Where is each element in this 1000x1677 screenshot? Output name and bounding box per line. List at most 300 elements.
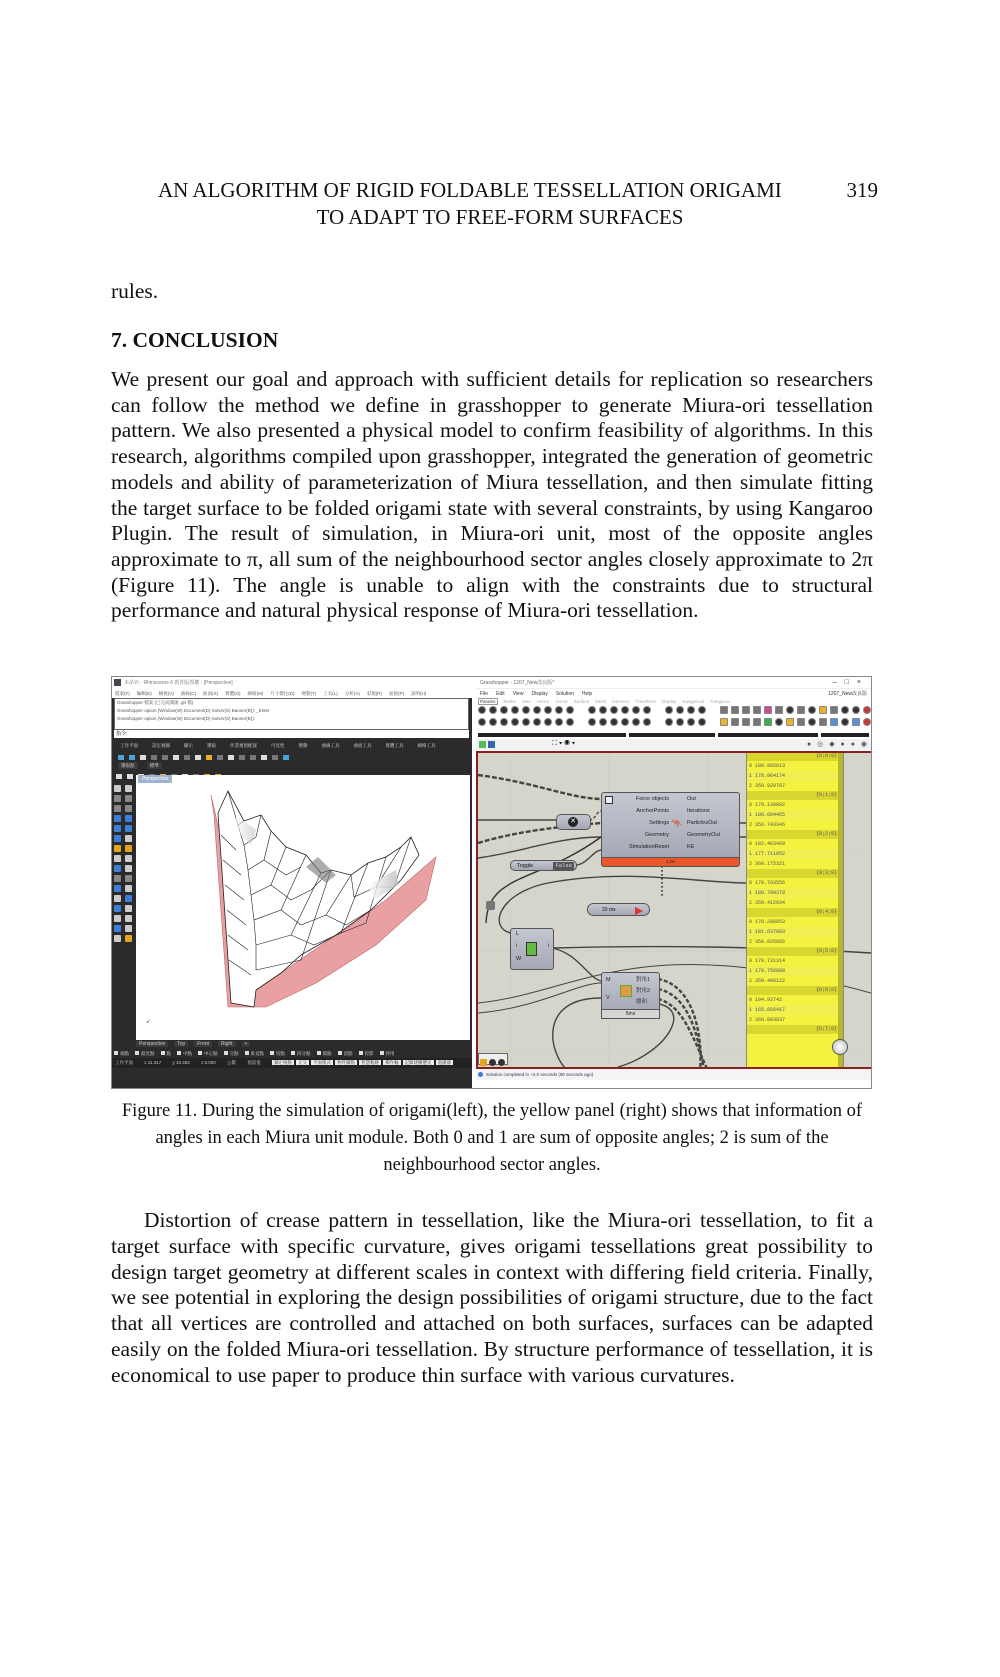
rhino-title-bar	[112, 677, 472, 689]
scribble-icon[interactable]	[486, 901, 495, 910]
output-param[interactable]: 對角1	[636, 977, 651, 983]
component-icon[interactable]	[830, 718, 838, 726]
component-icon[interactable]	[808, 718, 816, 726]
osnap-checkbox[interactable]: 節點	[317, 1051, 332, 1056]
tool-icon[interactable]	[125, 835, 132, 842]
component-icon[interactable]	[764, 706, 772, 714]
toolbar-tab[interactable]: 曲面工具	[353, 743, 372, 748]
osnap-checkbox[interactable]: 點	[161, 1051, 172, 1056]
component-icon[interactable]	[555, 706, 563, 714]
toolbar-tab[interactable]: 可見性	[271, 743, 285, 748]
component-icon[interactable]	[687, 706, 695, 714]
preview-icons[interactable]: ● ◎ ◆ ● ● ◉	[806, 741, 869, 748]
tool-icon[interactable]	[184, 755, 190, 760]
canvas-corner-widget[interactable]	[478, 1053, 508, 1065]
panel-value-row: 0 179.731314	[749, 958, 786, 964]
running-header-line1	[158, 178, 878, 203]
tool-icon[interactable]	[114, 795, 121, 802]
expand-icon[interactable]	[605, 796, 613, 804]
status-toggle[interactable]: 鎖定格點	[274, 1060, 293, 1065]
command-history-line: Grasshopper option (Window(W) Document(D) Solver(S) Banner(B)):	[117, 716, 256, 721]
component-icon[interactable]	[588, 718, 596, 726]
status-toggle[interactable]: 平面模式	[313, 1060, 332, 1065]
osnap-checkbox[interactable]: 停用	[380, 1051, 395, 1056]
toolbar-tab[interactable]: 網格工具	[417, 743, 436, 748]
paragraph: Distortion of crease pattern in tessellation, like the Miura-ori tessellation, to fit a target surface with specific curvature, gives origami tessellations great possibility to design target geometry at different scales in context with differing field criteria. Finally, we see potential in exploring the design possibilities of origami structure, due to the fact that all vertices are controlled and attached on both surfaces, surfaces can be adapted easily on the folded Miura-ori tessellation. By structure performance of tessellation, it is economical to use paper to produce thin surface with various curvatures.	[111, 1208, 873, 1387]
running-header-line2: TO ADAPT TO FREE-FORM SURFACES	[316, 205, 684, 229]
output-param[interactable]: 對角2	[636, 988, 651, 994]
component-tab[interactable]: Maths	[503, 699, 516, 704]
input-param[interactable]: M	[606, 977, 611, 983]
component-icon[interactable]	[610, 718, 618, 726]
status-layer[interactable]: 預設值	[247, 1060, 261, 1065]
menu-item[interactable]: Display	[531, 691, 548, 697]
component-icon[interactable]	[764, 718, 772, 726]
paragraph: We present our goal and approach with sufficient details for replication so researchers can follow the method we define in grasshopper to generate Miura-ori tessellation pattern. We also presented a physical model to confirm feasibility of algorithms. In this research, algorithms compiled upon grasshopper, integrated the generation of geometric models and ability of parameterization of Miura tessellation, and then simulate fitting the target surface to be folded origami state with several constraints, by using Kangaroo Plugin. The result of simulation, in Miura-ori unit, most of the opposite angles approximate to π, all sum of the neighbourhood sector angles closely approximate to 2π (Figure 11). The angle is unable to align with the constraints due to structural performance and natural physical response of Miura-ori tessellation.	[111, 367, 873, 623]
page-number: 319	[846, 178, 878, 202]
component-icon[interactable]	[753, 706, 761, 714]
component-icon[interactable]	[533, 706, 541, 714]
component-icon[interactable]	[643, 718, 651, 726]
angle-values-panel[interactable]	[746, 751, 844, 1069]
component-icon[interactable]	[665, 718, 673, 726]
component-icon[interactable]	[489, 718, 497, 726]
panel-branch-path: {0;6;0}	[747, 986, 843, 995]
component-icon[interactable]	[478, 706, 486, 714]
tool-icon[interactable]	[217, 755, 223, 760]
component-icon[interactable]	[731, 718, 739, 726]
component-tab[interactable]: Sets	[521, 699, 531, 704]
viewport-tab[interactable]: +	[242, 1041, 251, 1047]
menu-item[interactable]: 面板(P)	[389, 691, 404, 696]
component-icon[interactable]	[478, 718, 486, 726]
input-param[interactable]: Geometry	[644, 832, 669, 838]
canvas-toolbar	[476, 739, 872, 750]
panel-value-row: 0 178.703556	[749, 880, 786, 886]
palette-group-bar	[718, 733, 818, 737]
component-icon[interactable]	[599, 718, 607, 726]
component-icon[interactable]	[731, 706, 739, 714]
tool-icon[interactable]	[114, 935, 121, 942]
panel-value-row: 2 360.893837	[749, 1017, 786, 1023]
timer-interval: 20 ms	[602, 907, 616, 913]
component-icon[interactable]	[742, 706, 750, 714]
component-icon[interactable]	[863, 706, 871, 714]
input-param[interactable]: AnchorPoints	[636, 808, 669, 814]
component-icon[interactable]	[566, 718, 574, 726]
document-name[interactable]: 1207_New改良版	[828, 691, 867, 697]
angle-script-component[interactable]	[601, 972, 660, 1017]
panel-value-row: 1 180.709378	[747, 888, 843, 898]
component-icon[interactable]	[819, 718, 827, 726]
component-tab[interactable]: Params	[480, 699, 496, 704]
menu-item[interactable]: 檔案(F)	[115, 691, 130, 696]
input-param[interactable]: Settings	[649, 820, 669, 826]
panel-value-row: 2 359.925056	[749, 939, 786, 945]
menu-item[interactable]: 變動(T)	[301, 691, 317, 696]
tool-icon[interactable]	[116, 774, 122, 779]
tool-icon[interactable]	[125, 795, 132, 802]
maximize-button[interactable]: □	[844, 679, 857, 686]
menu-item[interactable]: 曲線(C)	[180, 691, 196, 696]
panel-value-row: 2 359.743346	[749, 822, 786, 828]
close-x-icon: ✕	[568, 817, 578, 827]
tool-icon[interactable]	[114, 815, 121, 822]
component-tab[interactable]: Kangaroo	[710, 699, 731, 704]
viewport-tab[interactable]: Front	[194, 1041, 212, 1047]
panel-value-row: 1 178.964174	[747, 771, 843, 781]
component-icon[interactable]	[830, 706, 838, 714]
tool-icon[interactable]	[261, 755, 267, 760]
component-tab[interactable]: Display	[661, 699, 677, 704]
tool-icon[interactable]	[250, 755, 256, 760]
tab-osnap[interactable]: 選取點	[118, 762, 138, 769]
menu-item[interactable]: 分析(A)	[344, 691, 360, 696]
menu-item[interactable]: Help	[581, 691, 593, 697]
component-tab[interactable]: Kangaroo2	[682, 699, 705, 704]
remove-relay-node[interactable]	[556, 814, 591, 830]
component-icon[interactable]	[698, 706, 706, 714]
tool-icon[interactable]	[125, 885, 132, 892]
component-icon[interactable]	[511, 718, 519, 726]
panel-branch-path: {0;4;0}	[747, 908, 843, 917]
panel-value-row: 2 359.929787	[749, 783, 786, 789]
input-param[interactable]: L	[516, 931, 520, 937]
panel-branch-path: {0;7;0}	[747, 1025, 843, 1034]
status-toggle[interactable]: 記錄建構歷史	[404, 1060, 432, 1065]
save-file-icon[interactable]	[488, 741, 495, 748]
menu-item[interactable]: 網格(M)	[247, 691, 264, 696]
input-param[interactable]: Force objects	[635, 796, 669, 802]
output-param[interactable]: GeometryOut	[687, 832, 721, 838]
menu-item[interactable]: Solution	[555, 691, 574, 697]
menu-item[interactable]: View	[512, 691, 524, 697]
panel-value-row: 1 179.756808	[747, 966, 843, 976]
tool-icon[interactable]	[125, 855, 132, 862]
viewport-tab[interactable]: Top	[174, 1041, 188, 1047]
timer-component[interactable]	[587, 903, 650, 916]
menu-item[interactable]: 尺寸標注(D)	[270, 691, 295, 696]
menu-item[interactable]: 檢視(V)	[158, 691, 174, 696]
component-icon[interactable]	[797, 706, 805, 714]
status-z: z 0.000	[201, 1060, 216, 1065]
component-icon[interactable]	[632, 718, 640, 726]
tool-icon[interactable]	[272, 755, 278, 760]
output-param[interactable]: i	[547, 943, 549, 949]
viewport-tabs	[136, 1040, 256, 1048]
component-icon[interactable]	[489, 706, 497, 714]
tool-icon[interactable]	[125, 925, 132, 932]
tool-icon[interactable]	[118, 755, 124, 760]
component-icon[interactable]	[500, 706, 508, 714]
component-icon[interactable]	[676, 706, 684, 714]
palette-group-bar	[821, 733, 869, 737]
rhino-command-history	[114, 698, 469, 730]
osnap-checkbox[interactable]: 最近點	[135, 1051, 155, 1056]
component-tab[interactable]: Intersect	[612, 699, 630, 704]
output-param[interactable]: KE	[687, 844, 695, 850]
component-tab[interactable]: Surface	[573, 699, 590, 704]
osnap-checkbox[interactable]: 端點	[114, 1051, 129, 1056]
menu-item[interactable]: 編輯(E)	[136, 691, 152, 696]
viewport-tab[interactable]: Right	[218, 1041, 236, 1047]
component-icon[interactable]	[610, 706, 618, 714]
tool-icon[interactable]	[173, 755, 179, 760]
panel-value-row: 1 177.711852	[747, 849, 843, 859]
panel-value-row: 1 165.956417	[747, 1005, 843, 1015]
menu-item[interactable]: 實體(O)	[225, 691, 241, 696]
tool-icon[interactable]	[114, 915, 121, 922]
osnap-checkbox[interactable]: 中點	[177, 1051, 192, 1056]
menu-item[interactable]: 工具(L)	[323, 691, 338, 696]
osnap-checkbox[interactable]: 投影	[359, 1051, 374, 1056]
component-icon[interactable]	[544, 718, 552, 726]
tool-icon[interactable]	[125, 865, 132, 872]
status-units: 公釐	[227, 1060, 237, 1065]
component-icon[interactable]	[665, 706, 673, 714]
menu-item[interactable]: File	[480, 691, 489, 697]
toggle-value[interactable]: False	[555, 862, 572, 869]
menu-item[interactable]: 彩現(R)	[366, 691, 382, 696]
open-file-icon[interactable]	[479, 741, 486, 748]
osnap-bar	[114, 1049, 469, 1058]
rhino-title: 未命名 - Rhinoceros 6 教育版授權 - [Perspective]	[124, 680, 233, 686]
output-param[interactable]: Out	[687, 796, 696, 802]
tool-icon[interactable]	[283, 755, 289, 760]
carryover-text: rules.	[111, 279, 159, 303]
component-icon[interactable]	[621, 706, 629, 714]
component-tab[interactable]: Vector	[536, 699, 550, 704]
tool-icon[interactable]	[114, 845, 121, 852]
component-runtime: 1.0s	[601, 857, 740, 867]
axis-gizmo: ↙	[146, 1019, 152, 1025]
component-icon[interactable]	[852, 706, 860, 714]
rhino-app-icon	[114, 679, 121, 686]
tool-icon[interactable]	[228, 755, 234, 760]
tool-icon[interactable]	[125, 895, 132, 902]
command-history-line: Grasshopper option (Window(W) Document(D) Solver(S) Banner(B)): _Enter	[117, 708, 270, 713]
minimize-button[interactable]: –	[832, 679, 845, 686]
osnap-checkbox[interactable]: 交點	[224, 1051, 239, 1056]
osnap-checkbox[interactable]: 切點	[270, 1051, 285, 1056]
tool-icon[interactable]	[206, 755, 212, 760]
menu-item[interactable]: Edit	[496, 691, 505, 697]
component-icon[interactable]	[819, 706, 827, 714]
tool-icon[interactable]	[114, 805, 121, 812]
tool-icon[interactable]	[127, 774, 133, 779]
window-controls	[833, 677, 869, 689]
input-param[interactable]: i	[516, 943, 518, 949]
palette-spacer	[654, 706, 662, 714]
component-icon[interactable]	[566, 706, 574, 714]
tool-icon[interactable]	[125, 915, 132, 922]
origami-model	[136, 775, 470, 1040]
component-icon[interactable]	[500, 718, 508, 726]
osnap-checkbox[interactable]: 四分點	[291, 1051, 311, 1056]
grasshopper-title: Grasshopper - 1207_New改良版*	[480, 680, 555, 686]
component-icon[interactable]	[852, 718, 860, 726]
tab-standard[interactable]: 標準	[147, 762, 162, 769]
panel-branch-path: {0;2;0}	[747, 830, 843, 839]
tool-icon[interactable]	[114, 825, 121, 832]
tool-icon[interactable]	[114, 895, 121, 902]
toolbar-tab[interactable]: 設定視圖	[152, 743, 170, 748]
grasshopper-status-bar: Solution completed in ~2.0 seconds (90 seconds ago)	[476, 1069, 872, 1080]
component-icon[interactable]	[511, 706, 519, 714]
viewport-tab[interactable]: Perspective	[136, 1041, 168, 1047]
rhino-command-input[interactable]: 指令:	[114, 730, 469, 738]
toolbar-tab[interactable]: 作業視窗配置	[230, 743, 257, 748]
toolbar-tab[interactable]: 選取	[207, 743, 216, 748]
osnap-checkbox[interactable]: 垂直點	[245, 1051, 265, 1056]
component-tab[interactable]: Transform	[635, 699, 656, 704]
tool-icon[interactable]	[125, 875, 132, 882]
tool-icon[interactable]	[151, 755, 157, 760]
grasshopper-menu-bar	[480, 690, 600, 698]
palette-spacer	[709, 706, 717, 714]
tool-icon[interactable]	[162, 755, 168, 760]
component-icon[interactable]	[775, 706, 783, 714]
status-toggle[interactable]: 操作軸	[385, 1060, 399, 1065]
toolbar-tab[interactable]: 變動	[298, 743, 308, 748]
toggle-label: Toggle	[517, 863, 534, 869]
component-icon[interactable]	[522, 706, 530, 714]
component-icon[interactable]	[797, 718, 805, 726]
tool-icon[interactable]	[239, 755, 245, 760]
status-cplane[interactable]: 工作平面	[115, 1060, 133, 1065]
rhino-viewport-perspective[interactable]	[136, 775, 470, 1040]
palette-spacer	[709, 718, 717, 726]
input-param[interactable]: V	[606, 995, 610, 1001]
tool-icon[interactable]	[125, 815, 132, 822]
component-icon[interactable]	[841, 718, 849, 726]
component-icon[interactable]	[720, 706, 728, 714]
rhino-toolbar-tabs	[112, 741, 472, 751]
panel-value-row: 2 359.412934	[749, 900, 786, 906]
tool-icon[interactable]	[125, 905, 132, 912]
kangaroo-physics-component[interactable]	[601, 792, 740, 864]
component-icon[interactable]	[676, 718, 684, 726]
menu-item[interactable]: 說明(H)	[411, 691, 427, 696]
component-icon[interactable]	[720, 718, 728, 726]
panel-scrollbar[interactable]	[838, 752, 843, 1069]
component-icon[interactable]	[786, 706, 794, 714]
zoom-extents-icon[interactable]: ⛶ ▾ ◉ ▾	[552, 740, 576, 747]
component-icon[interactable]	[621, 718, 629, 726]
menu-item[interactable]: 曲面(S)	[203, 691, 218, 696]
input-param[interactable]: W	[516, 956, 522, 962]
component-icon[interactable]	[808, 706, 816, 714]
component-icon[interactable]	[775, 718, 783, 726]
status-toggle[interactable]: 物件鎖點	[337, 1060, 356, 1065]
grasshopper-title-bar	[476, 677, 872, 689]
rhino-status-bar	[112, 1058, 472, 1068]
component-icon[interactable]	[555, 718, 563, 726]
timer-arrow-icon	[635, 907, 643, 915]
status-y: y 10.453	[172, 1060, 190, 1065]
component-icon[interactable]	[687, 718, 695, 726]
rhino-toolbar	[118, 752, 458, 762]
palette-spacer	[654, 718, 662, 726]
panel-value-row: 0 182.463469	[749, 841, 786, 847]
component-icon[interactable]	[786, 718, 794, 726]
tool-icon[interactable]	[114, 855, 121, 862]
list-item-component[interactable]	[510, 928, 554, 970]
output-param[interactable]: 總和	[636, 999, 648, 1005]
tool-icon[interactable]	[140, 755, 146, 760]
component-tab[interactable]: Mesh	[595, 699, 607, 704]
tool-icon[interactable]	[114, 785, 121, 792]
toolbar-tab[interactable]: 實體工具	[385, 743, 404, 748]
osnap-checkbox[interactable]: 中心點	[198, 1051, 218, 1056]
close-button[interactable]: ×	[856, 679, 869, 686]
component-icon[interactable]	[544, 706, 552, 714]
tool-icon[interactable]	[125, 845, 132, 852]
component-icon[interactable]	[698, 718, 706, 726]
tool-icon[interactable]	[129, 755, 135, 760]
kangaroo-icon: 🦘	[671, 818, 683, 828]
panel-value-row: 0 180.965613	[749, 763, 786, 769]
component-icon[interactable]	[841, 706, 849, 714]
component-icon[interactable]	[753, 718, 761, 726]
toolbar-tab[interactable]: 曲線工具	[321, 743, 340, 748]
component-icon[interactable]	[588, 706, 596, 714]
tool-icon[interactable]	[125, 805, 132, 812]
toolbar-tab[interactable]: 工作平面	[120, 743, 138, 748]
script-icon	[620, 985, 632, 997]
component-icon[interactable]	[533, 718, 541, 726]
tool-icon[interactable]	[114, 885, 121, 892]
input-param[interactable]: SimulationReset	[628, 844, 669, 850]
tool-icon[interactable]	[114, 875, 121, 882]
figure-11	[111, 676, 872, 1089]
tool-icon[interactable]	[114, 865, 121, 872]
panel-value-row: 2 359.488122	[749, 978, 786, 984]
viewport-label[interactable]: Perspective	[138, 775, 172, 783]
osnap-checkbox[interactable]: 頂點	[338, 1051, 353, 1056]
panel-resize-knob[interactable]	[832, 1039, 848, 1055]
toolbar-tab[interactable]: 顯示	[184, 743, 193, 748]
component-palette	[478, 706, 868, 732]
component-icon[interactable]	[522, 718, 530, 726]
tool-icon[interactable]	[114, 925, 121, 932]
boolean-toggle[interactable]	[510, 860, 577, 871]
grasshopper-canvas[interactable]	[476, 751, 872, 1069]
component-icon[interactable]	[632, 706, 640, 714]
panel-branch-path: {0;1;0}	[747, 791, 843, 800]
palette-spacer	[577, 706, 585, 714]
component-tab[interactable]: Curve	[555, 699, 568, 704]
tool-icon[interactable]	[125, 785, 132, 792]
panel-branch-path: {0;3;0}	[747, 869, 843, 878]
status-toggle[interactable]: 正交	[298, 1060, 308, 1065]
tool-icon[interactable]	[114, 835, 121, 842]
component-icon[interactable]	[863, 718, 871, 726]
component-icon[interactable]	[599, 706, 607, 714]
tool-icon[interactable]	[195, 755, 201, 760]
section-heading: 7. CONCLUSION	[111, 328, 279, 352]
tool-icon[interactable]	[125, 935, 132, 942]
output-param[interactable]: ParticlesOut	[687, 820, 717, 826]
status-toggle[interactable]: 過濾器	[437, 1060, 452, 1065]
component-icon[interactable]	[742, 718, 750, 726]
tool-icon[interactable]	[114, 905, 121, 912]
tool-icon[interactable]	[125, 825, 132, 832]
panel-branch-path: {0;5;0}	[747, 947, 843, 956]
status-toggle[interactable]: 智慧軌跡	[361, 1060, 380, 1065]
component-icon[interactable]	[643, 706, 651, 714]
output-param[interactable]: Iterations	[687, 808, 710, 814]
